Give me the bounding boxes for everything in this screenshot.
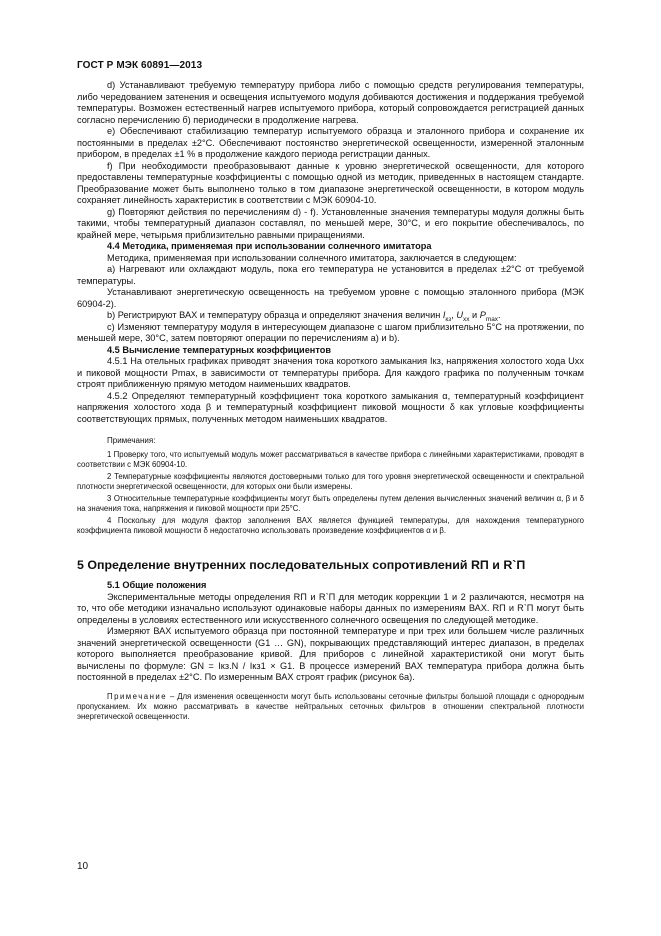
paragraph-5-1-2: Измеряют ВАХ испытуемого образца при постоянной температуре и при трех или большем числе различных значений энергетической освещенности (G1 … GN), покрывающих представляющий интерес диапазон, в пределах которого выполняется преобразование кривой. Для приборов с линейной характеристикой они могут быть вычислены по формуле: GN = Iкз.N / Iкз1 × G1. В процессе измерений ВАХ температура прибора должна быть постоянной в пределах ±2°С. По измеренным ВАХ строят график (рисунок 6а). (77, 626, 584, 682)
heading-4-4: 4.4 Методика, применяемая при использовании солнечного имитатора (107, 241, 432, 251)
paragraph-5-1-1: Экспериментальные методы определения RП и R`П для методик коррекции 1 и 2 различаются, несмотря на то, что обе методики изначально используют одинаковые наборы данных по измерениям ВАХ. RП и R`П могут быть определены в условиях естественного или искусственного солнечного освещения по следующей методике. (77, 591, 584, 625)
section-5-title: 5 Определение внутренних последовательных сопротивлений RП и R`П (77, 558, 526, 572)
paragraph-4-4-intro: Методика, применяемая при использовании солнечного имитатора, заключается в следующем: (107, 252, 517, 263)
paragraph-4-4-b-text: b) Регистрируют ВАХ и температуру образца и определяют значения величин (107, 310, 443, 320)
paragraph-f: f) При необходимости преобразовывают данные к уровню энергетической освещенности, для которого предоставлены температурные коэффициенты с помощью одной из методик, приведенных в настоящем стандарте. Преобразование может быть выполнено только в том диапазоне энергетической освещенности, в котором модуль сохраняет линейность характеристик в соответствии с МЭК 60904-10. (77, 160, 584, 205)
paragraph-4-4-b: b) Регистрируют ВАХ и температуру образца и определяют значения величин $I_{кз}$, $U_{хх}$ и $P_{max}$. (107, 310, 501, 323)
paragraph-e: е) Обеспечивают стабилизацию температур испытуемого образца и эталонного прибора и сохранение их постоянными в пределах ±2°С. Обеспечивают постоянство энергетической освещенности, измеренной эталонным прибором, в пределах ±1 % в продолжение каждого периода регистрации данных. (77, 126, 584, 159)
note-text: – Для изменения освещенности могут быть использованы сеточные фильтры большой площади с однородным пропусканием. Их можно рассматривать в качестве нейтральных сеточных фильтров в отношении спектральной плотности энергетической освещенности. (77, 691, 584, 721)
heading-4-5: 4.5 Вычисление температурных коэффициентов (107, 344, 331, 355)
note-4: 4 Поскольку для модуля фактор заполнения ВАХ является функцией температуры, для нахождения температурного коэффициента пиковой мощности δ недостаточно использовать произведение коэффициентов α и β. (77, 516, 584, 535)
paragraph-4-4-a: а) Нагревают или охлаждают модуль, пока его температура не установится в пределах ±2°С от требуемой температуры. (77, 264, 584, 286)
notes-title: Примечания: (107, 436, 156, 445)
paragraph-4-4-set: Устанавливают энергетическую освещенность на требуемом уровне с помощью эталонного прибора (МЭК 60904-2). (77, 287, 584, 309)
paragraph-g: g) Повторяют действия по перечислениям d) - f). Установленные значения температуры модуля должны быть такими, чтобы температурный диапазон составлял, по меньшей мере, 30°С, и его покрытие обеспечивалось, по крайней мере, четырьмя приблизительно равными приращениями. (77, 206, 584, 240)
note-2: 2 Температурные коэффициенты являются достоверными только для того уровня энергетической освещенности и спектральной плотности энергетической освещенности, для которых они были измерены. (77, 472, 584, 491)
note-label: Примечание (107, 691, 168, 701)
document-header: ГОСТ Р МЭК 60891—2013 (77, 60, 203, 71)
page-content (77, 80, 584, 722)
section-5-note (77, 692, 584, 722)
note-1: 1 Проверку того, что испытуемый модуль может рассматриваться в качестве прибора с линейными характеристиками, проводят в соответствии с МЭК 60904-10. (77, 450, 584, 469)
paragraph-4-5-1: 4.5.1 На отельных графиках приводят значения тока короткого замыкания Iкз, напряжения холостого хода Uхх и пиковой мощности Pmax, в зависимости от температуры прибора. Для каждого графика по полученным точкам строят приближенную прямую методом наименьших квадратов. (77, 356, 584, 389)
paragraph-d: d) Устанавливают требуемую температуру прибора либо с помощью средств регулирования температуры, либо чередованием затенения и освещения испытуемого модуля добиваются достижения и поддержания требуемой температуры. Возможен естественный нагрев испытуемого прибора, который сопровождается регистрацией данных согласно перечислению б) периодически в продолжение нагрева. (77, 80, 584, 125)
paragraph-4-5-2: 4.5.2 Определяют температурный коэффициент тока короткого замыкания α, температурный коэффициент напряжения холостого хода β и температурный коэффициент пиковой мощности δ как угловые коэффициенты соответствующих прямых, полученных методом наименьших квадратов. (77, 390, 584, 424)
heading-5-1: 5.1 Общие положения (107, 580, 207, 590)
note-3: 3 Относительные температурные коэффициенты могут быть определены путем деления вычисленных значений величин α, β и δ на значения тока, напряжения и пиковой мощности при 25°С. (77, 494, 584, 513)
paragraph-4-4-c: с) Изменяют температуру модуля в интересующем диапазоне с шагом приблизительно 5°С на протяжении, по меньшей мере, 30°С, затем повторяют операции по перечислениям а) и b). (77, 321, 584, 343)
page-number: 10 (77, 861, 89, 872)
